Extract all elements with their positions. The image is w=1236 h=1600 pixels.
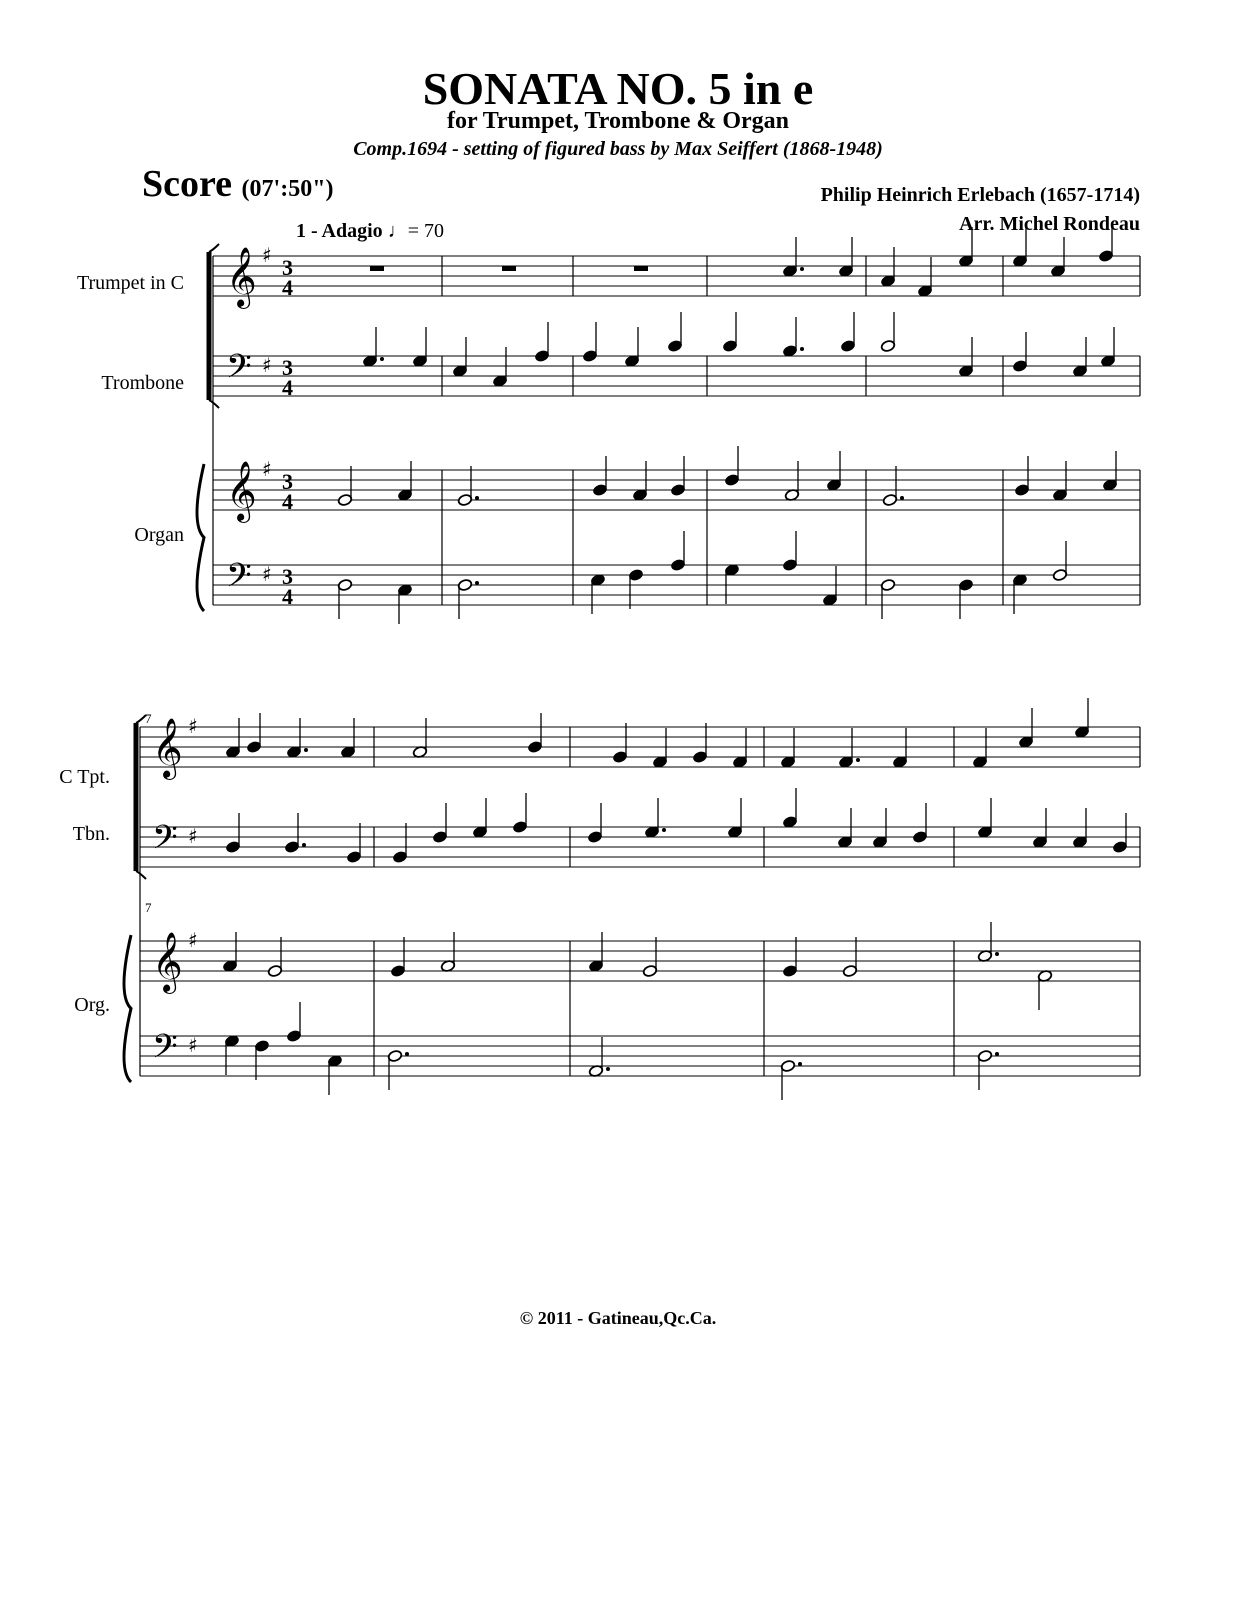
dot — [304, 748, 308, 752]
note — [872, 808, 887, 849]
dot — [606, 1067, 610, 1071]
note — [644, 798, 666, 839]
tempo-text: 1 - Adagio — [296, 220, 383, 242]
note — [346, 823, 361, 864]
sharp-icon: ♯ — [188, 1033, 198, 1057]
note — [670, 531, 685, 572]
note — [387, 1049, 409, 1090]
note — [838, 728, 860, 769]
subtitle: for Trumpet, Trombone & Organ — [447, 108, 789, 134]
note — [327, 1054, 342, 1095]
note — [724, 446, 739, 487]
dot — [800, 347, 804, 351]
note — [246, 713, 261, 754]
note — [977, 798, 992, 839]
time-signature-top: 3 — [282, 355, 293, 380]
arranger: Arr. Michel Rondeau — [959, 213, 1140, 235]
note — [340, 718, 355, 759]
time-signature-bottom: 4 — [282, 275, 293, 300]
time-signature-top: 3 — [282, 564, 293, 589]
copyright: © 2011 - Gatineau,Qc.Ca. — [519, 1308, 717, 1328]
composition-credit: Comp.1694 - setting of figured bass by Max Seiffert (1868-1948) — [353, 138, 883, 160]
brace — [124, 935, 131, 1082]
note — [958, 337, 973, 378]
instrument-label-trumpet: Trumpet in C — [76, 272, 184, 294]
note — [977, 1049, 999, 1090]
note — [362, 327, 384, 368]
note — [727, 798, 742, 839]
note — [917, 257, 932, 298]
note — [337, 578, 352, 619]
note — [432, 803, 447, 844]
time-signature-top: 3 — [282, 469, 293, 494]
note — [722, 312, 737, 353]
note — [780, 1059, 802, 1100]
note — [225, 813, 240, 854]
note — [1102, 451, 1117, 492]
note — [286, 718, 308, 759]
note — [587, 803, 602, 844]
note — [590, 573, 605, 614]
page-title: SONATA NO. 5 in e — [422, 63, 814, 114]
note — [912, 803, 927, 844]
note — [977, 922, 999, 963]
instrument-label-trombone: Trombone — [101, 372, 184, 394]
note — [1052, 541, 1067, 582]
sharp-icon: ♯ — [262, 353, 272, 377]
dot — [475, 581, 479, 585]
dot — [662, 828, 666, 832]
note — [1100, 327, 1115, 368]
score-duration: (07':50") — [241, 176, 334, 202]
note — [588, 932, 603, 973]
note — [1012, 573, 1027, 614]
sharp-icon: ♯ — [188, 714, 198, 738]
whole-rest — [502, 266, 516, 271]
note — [826, 451, 841, 492]
bass-clef-icon: 𝄢 — [226, 557, 252, 603]
instrument-label-organ: Organ — [134, 524, 184, 546]
treble-clef-icon: 𝄞 — [152, 718, 183, 778]
treble-clef-icon: 𝄞 — [226, 247, 257, 307]
dot — [995, 1052, 999, 1056]
sharp-icon: ♯ — [188, 824, 198, 848]
note — [958, 578, 973, 619]
note — [892, 728, 907, 769]
clefs — [152, 247, 257, 1074]
note — [534, 322, 549, 363]
note — [254, 1039, 269, 1080]
note — [822, 566, 837, 607]
note — [1037, 969, 1052, 1010]
sharp-icon: ♯ — [262, 562, 272, 586]
sharp-icon: ♯ — [262, 243, 272, 267]
note — [782, 237, 804, 278]
note — [1072, 808, 1087, 849]
note — [782, 937, 797, 978]
note — [472, 798, 487, 839]
metronome-value: = 70 — [407, 220, 444, 242]
time-signatures — [282, 255, 293, 609]
dot — [856, 758, 860, 762]
note — [588, 1037, 610, 1078]
note — [880, 578, 895, 619]
score-word: Score — [142, 163, 233, 205]
note — [1098, 222, 1113, 263]
dot — [798, 1062, 802, 1066]
note — [267, 937, 282, 978]
note — [592, 456, 607, 497]
sharp-icon: ♯ — [262, 457, 272, 481]
dot — [900, 496, 904, 500]
time-signature-bottom: 4 — [282, 489, 293, 514]
time-signature-bottom: 4 — [282, 375, 293, 400]
note — [440, 932, 455, 973]
note — [652, 728, 667, 769]
note — [632, 461, 647, 502]
whole-rest — [370, 266, 384, 271]
note — [492, 347, 507, 388]
note — [732, 728, 747, 769]
instrument-label-org: Org. — [74, 994, 110, 1016]
bass-clef-icon: 𝄢 — [152, 1028, 178, 1074]
measure-number: 7 — [145, 711, 152, 726]
note — [880, 312, 895, 353]
note — [397, 583, 412, 624]
instrument-label-tbn: Tbn. — [72, 823, 110, 845]
measure-number-organ: 7 — [145, 900, 152, 915]
note — [1112, 813, 1127, 854]
dot — [405, 1052, 409, 1056]
note — [1072, 337, 1087, 378]
note — [782, 788, 797, 829]
note — [784, 461, 799, 502]
note — [612, 723, 627, 764]
note — [628, 568, 643, 609]
note — [452, 337, 467, 378]
note — [392, 823, 407, 864]
note — [1012, 332, 1027, 373]
note — [692, 723, 707, 764]
dot — [475, 496, 479, 500]
note — [782, 531, 797, 572]
note — [1074, 698, 1089, 739]
time-signature-top: 3 — [282, 255, 293, 280]
note — [880, 247, 895, 288]
dot — [800, 267, 804, 271]
note — [390, 937, 405, 978]
notes — [222, 222, 1127, 1100]
composer: Philip Heinrich Erlebach (1657-1714) — [820, 184, 1140, 206]
note — [412, 718, 427, 759]
note — [225, 718, 240, 759]
note — [724, 563, 739, 604]
note — [397, 461, 412, 502]
whole-rest — [634, 266, 648, 271]
note — [840, 312, 855, 353]
note — [670, 456, 685, 497]
dot — [380, 357, 384, 361]
note — [1012, 227, 1027, 268]
note — [512, 793, 527, 834]
time-signature-bottom: 4 — [282, 584, 293, 609]
treble-clef-icon: 𝄞 — [226, 461, 257, 521]
note — [780, 728, 795, 769]
bass-clef-icon: 𝄢 — [152, 819, 178, 865]
note — [457, 578, 479, 619]
note — [837, 808, 852, 849]
note — [286, 1002, 301, 1043]
note — [958, 227, 973, 268]
note — [337, 466, 352, 507]
sharp-icon: ♯ — [188, 928, 198, 952]
note — [224, 1034, 239, 1075]
note — [582, 322, 597, 363]
note — [782, 317, 804, 358]
note — [1014, 456, 1029, 497]
note — [1050, 237, 1065, 278]
dot — [995, 952, 999, 956]
note — [1032, 808, 1047, 849]
dot — [302, 843, 306, 847]
note — [1018, 708, 1033, 749]
note — [412, 327, 427, 368]
bass-clef-icon: 𝄢 — [226, 348, 252, 394]
note — [972, 728, 987, 769]
note — [222, 932, 237, 973]
note — [667, 312, 682, 353]
treble-clef-icon: 𝄞 — [152, 932, 183, 992]
note — [1052, 461, 1067, 502]
note — [842, 937, 857, 978]
note — [624, 327, 639, 368]
note — [642, 937, 657, 978]
note — [838, 237, 853, 278]
brace — [197, 464, 204, 611]
instrument-label-c-tpt: C Tpt. — [59, 766, 110, 788]
note — [527, 713, 542, 754]
quarter-note-icon: ♩ — [387, 220, 408, 242]
